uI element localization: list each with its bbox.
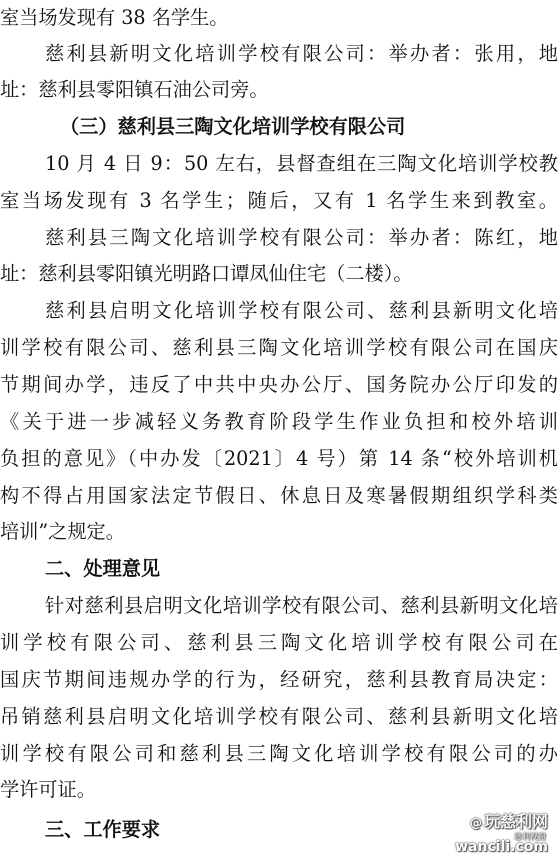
text-line: 慈利县启明文化培训学校有限公司、慈利县新明文化培 (45, 299, 558, 322)
text-line: 国庆节期间违规办学的行为，经研究，慈利县教育局决定： (0, 668, 558, 691)
section-heading: 三、工作要求 (45, 818, 161, 841)
watermark-name-text: 玩慈利网 (483, 812, 548, 831)
section-heading: 二、处理意见 (45, 557, 161, 580)
text-line: 训学校有限公司、慈利县三陶文化培训学校有限公司在 (0, 631, 558, 654)
text-line: 针对慈利县启明文化培训学校有限公司、慈利县新明文化培 (45, 594, 558, 617)
watermark-url: wancili.com (455, 839, 548, 855)
watermark-name (470, 809, 548, 832)
watermark-subtitle: 慈利视窗 (514, 832, 546, 841)
text-line: 慈利县新明文化培训学校有限公司：举办者：张用，地 (45, 42, 558, 65)
section-heading: （三）慈利县三陶文化培训学校有限公司 (60, 115, 406, 138)
text-line: 址：慈利县零阳镇光明路口谭凤仙住宅（二楼）。 (0, 262, 413, 285)
text-line: 10 月 4 日 9：50 左右，县督查组在三陶文化培训学校教 (45, 152, 558, 175)
at-icon: @ (469, 816, 482, 830)
text-line: 训学校有限公司、慈利县三陶文化培训学校有限公司在国庆 (0, 336, 558, 359)
text-line: 负担的意见》（中办发〔2021〕4 号）第 14 条“校外培训机 (0, 447, 558, 470)
text-line: 训学校有限公司和慈利县三陶文化培训学校有限公司的办 (0, 742, 558, 765)
text-line: 慈利县三陶文化培训学校有限公司：举办者：陈红，地 (45, 226, 558, 249)
text-line: 室当场发现有 38 名学生。 (0, 6, 229, 29)
text-line: 培训”之规定。 (0, 520, 125, 543)
site-watermark (444, 805, 554, 857)
text-line: 学许可证。 (0, 778, 96, 801)
text-line: 构不得占用国家法定节假日、休息日及寒暑假期组织学科类 (0, 484, 558, 507)
text-line: 室当场发现有 3 名学生；随后，又有 1 名学生来到教室。 (0, 189, 558, 212)
text-line: 《关于进一步减轻义务教育阶段学生作业负担和校外培训 (0, 410, 558, 433)
text-line: 址：慈利县零阳镇石油公司旁。 (0, 78, 269, 101)
text-line: 吊销慈利县启明文化培训学校有限公司、慈利县新明文化培 (0, 705, 558, 728)
text-line: 节期间办学，违反了中共中央办公厅、国务院办公厅印发的 (0, 373, 558, 396)
